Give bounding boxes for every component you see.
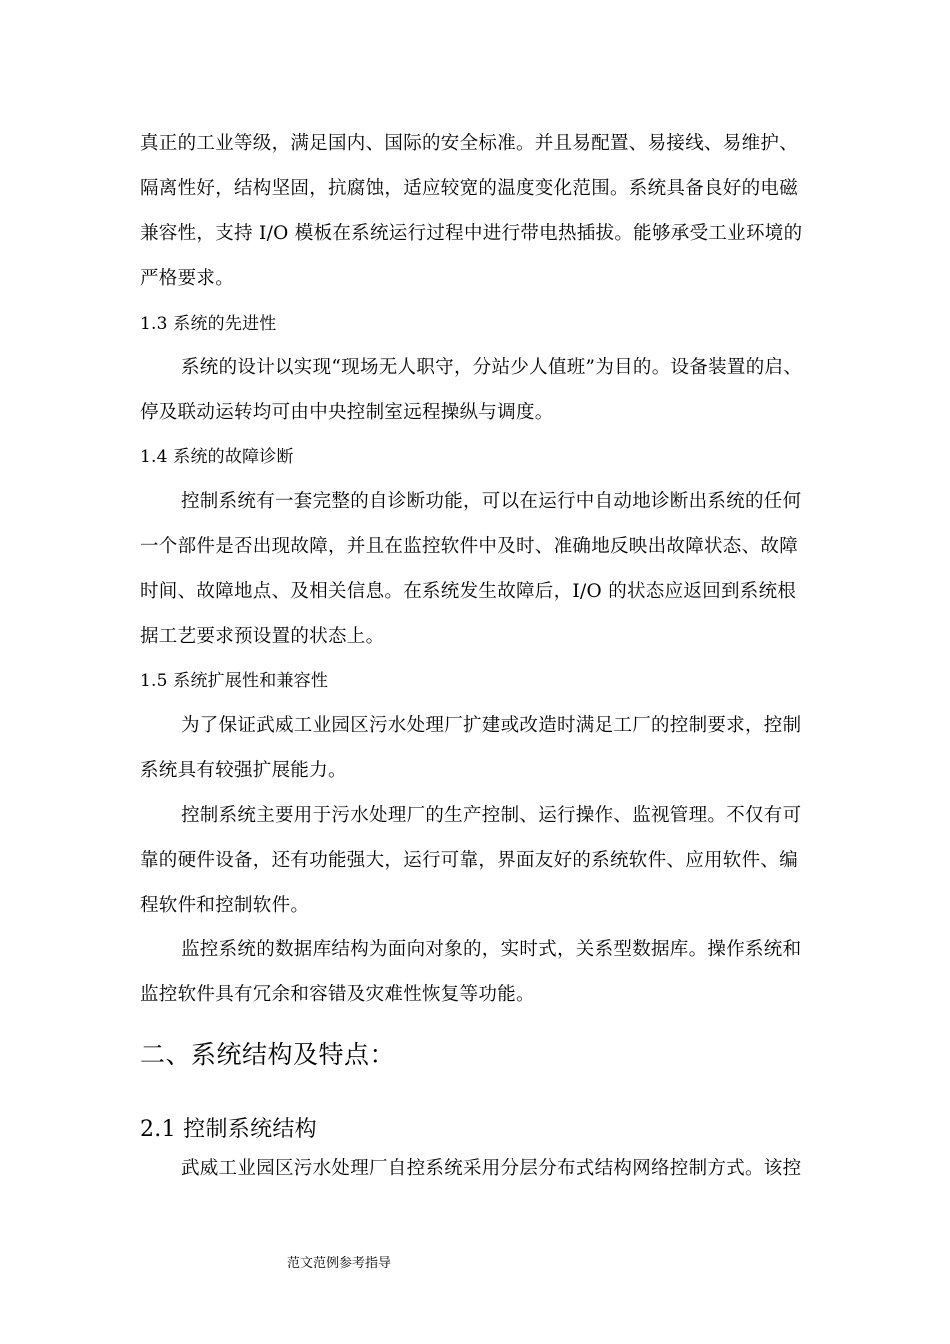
section-heading-1-3: 1.3 系统的先进性 <box>140 314 277 334</box>
chapter-heading: 二、系统结构及特点： <box>140 1040 396 1069</box>
section-heading-1-4: 1.4 系统的故障诊断 <box>140 447 294 467</box>
paragraph-line: 武威工业园区污水处理厂自控系统采用分层分布式结构网络控制方式。该控 <box>181 1158 802 1179</box>
section-heading-1-5: 1.5 系统扩展性和兼容性 <box>140 671 329 691</box>
paragraph-line: 靠的硬件设备，还有功能强大，运行可靠，界面友好的系统软件、应用软件、编 <box>140 850 799 871</box>
body-line: 严格要求。 <box>140 268 235 289</box>
paragraph-line: 系统具有较强扩展能力。 <box>140 760 347 781</box>
paragraph-line: 监控系统的数据库结构为面向对象的，实时式，关系型数据库。操作系统和 <box>181 939 802 960</box>
paragraph-line: 控制系统主要用于污水处理厂的生产控制、运行操作、监视管理。不仅有可 <box>181 805 802 826</box>
body-line: 兼容性，支持 I/O 模板在系统运行过程中进行带电热插拔。能够承受工业环境的 <box>140 223 803 244</box>
body-line: 隔离性好，结构坚固，抗腐蚀，适应较宽的温度变化范围。系统具备良好的电磁 <box>140 178 799 199</box>
body-line: 真正的工业等级，满足国内、国际的安全标准。并且易配置、易接线、易维护、 <box>140 133 799 154</box>
paragraph-line: 监控软件具有冗余和容错及灾难性恢复等功能。 <box>140 984 535 1005</box>
paragraph-line: 据工艺要求预设置的状态上。 <box>140 626 385 647</box>
paragraph-line: 时间、故障地点、及相关信息。在系统发生故障后，I/O 的状态应返回到系统根 <box>140 581 797 602</box>
paragraph-line: 程软件和控制软件。 <box>140 895 310 916</box>
sub-heading-2-1: 2.1 控制系统结构 <box>140 1117 317 1142</box>
paragraph-line: 系统的设计以实现“现场无人职守，分站少人值班”为目的。设备装置的启、 <box>181 357 803 378</box>
page-footer: 范文范例参考指导 <box>287 1256 392 1271</box>
paragraph-line: 停及联动运转均可由中央控制室远程操纵与调度。 <box>140 402 554 423</box>
paragraph-line: 为了保证武威工业园区污水处理厂扩建或改造时满足工厂的控制要求，控制 <box>181 715 802 736</box>
paragraph-line: 控制系统有一套完整的自诊断功能，可以在运行中自动地诊断出系统的任何 <box>181 491 802 512</box>
paragraph-line: 一个部件是否出现故障，并且在监控软件中及时、准确地反映出故障状态、故障 <box>140 536 799 557</box>
